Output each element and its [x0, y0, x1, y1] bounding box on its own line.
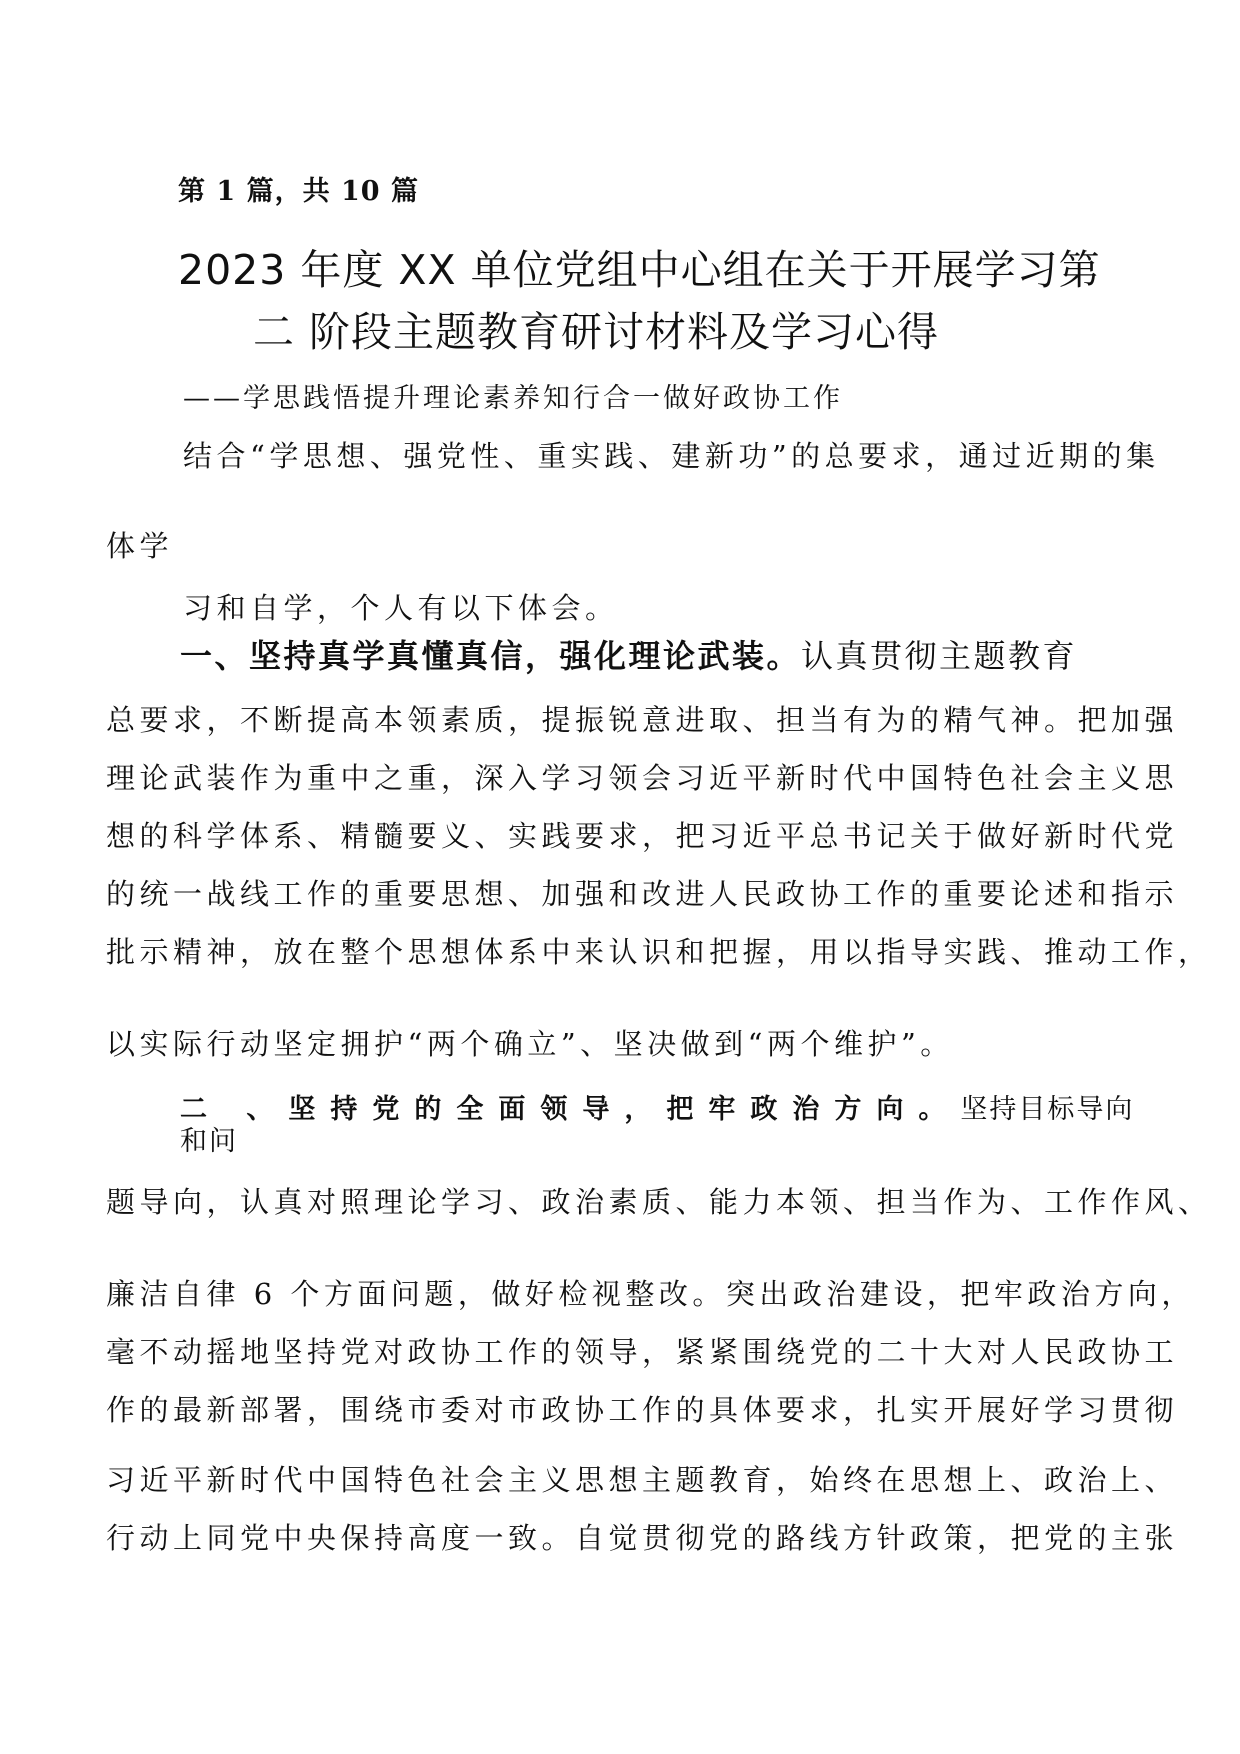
- section-2-line: 作的最新部署，围绕市委对市政协工作的具体要求，扎实开展好学习贯彻: [106, 1393, 1179, 1427]
- document-title-line-1: 2023 年度 XX 单位党组中心组在关于开展学习第: [178, 246, 1101, 294]
- section-2-line: 题导向，认真对照理论学习、政治素质、能力本领、担当作为、工作作风、: [106, 1185, 1212, 1219]
- section-2-line: 行动上同党中央保持高度一致。自觉贯彻党的路线方针政策，把党的主张: [106, 1521, 1179, 1555]
- section-1-line: 想的科学体系、精髓要义、实践要求，把习近平总书记关于做好新时代党: [106, 819, 1179, 853]
- section-2-line: 毫不动摇地坚持党对政协工作的领导，紧紧围绕党的二十大对人民政协工: [106, 1335, 1179, 1369]
- section-1-heading: 一、坚持真学真懂真信，强化理论武装。: [180, 637, 802, 675]
- section-1-first-line: [180, 637, 1078, 675]
- section-2-first-line: [180, 1096, 1134, 1123]
- part-label: 第 1 篇，共 10 篇: [178, 176, 419, 207]
- section-2-first-line-text: 坚持目标导向: [960, 1094, 1135, 1125]
- section-2-line: 廉洁自律 6 个方面问题，做好检视整改。突出政治建设，把牢政治方向，: [106, 1277, 1195, 1311]
- section-1-line: 总要求，不断提高本领素质，提振锐意进取、担当有为的精气神。把加强: [106, 703, 1179, 737]
- section-1-line: 以实际行动坚定拥护“两个确立”、坚决做到“两个维护”。: [106, 1027, 954, 1061]
- section-1-first-line-text: 认真贯彻主题教育: [801, 637, 1078, 675]
- section-2-wrapped-fragment: 和问: [180, 1126, 238, 1157]
- intro-line-2: 体学: [106, 529, 174, 563]
- document-title-line-2: 二 阶段主题教育研讨材料及学习心得: [253, 308, 940, 356]
- intro-line-3: 习和自学，个人有以下体会。: [183, 591, 619, 625]
- intro-line-1: 结合“学思想、强党性、重实践、建新功”的总要求，通过近期的集: [183, 439, 1160, 473]
- section-1-line: 的统一战线工作的重要思想、加强和改进人民政协工作的重要论述和指示: [106, 877, 1179, 911]
- section-1-line: 批示精神，放在整个思想体系中来认识和把握，用以指导实践、推动工作，: [106, 935, 1212, 969]
- section-2-heading: 二 、坚持党的全面领导，把牢政治方向。: [180, 1094, 961, 1125]
- document-subtitle: ——学思践悟提升理论素养知行合一做好政协工作: [183, 383, 843, 414]
- section-2-line: 习近平新时代中国特色社会主义思想主题教育，始终在思想上、政治上、: [106, 1463, 1179, 1497]
- section-1-line: 理论武装作为重中之重，深入学习领会习近平新时代中国特色社会主义思: [106, 761, 1179, 795]
